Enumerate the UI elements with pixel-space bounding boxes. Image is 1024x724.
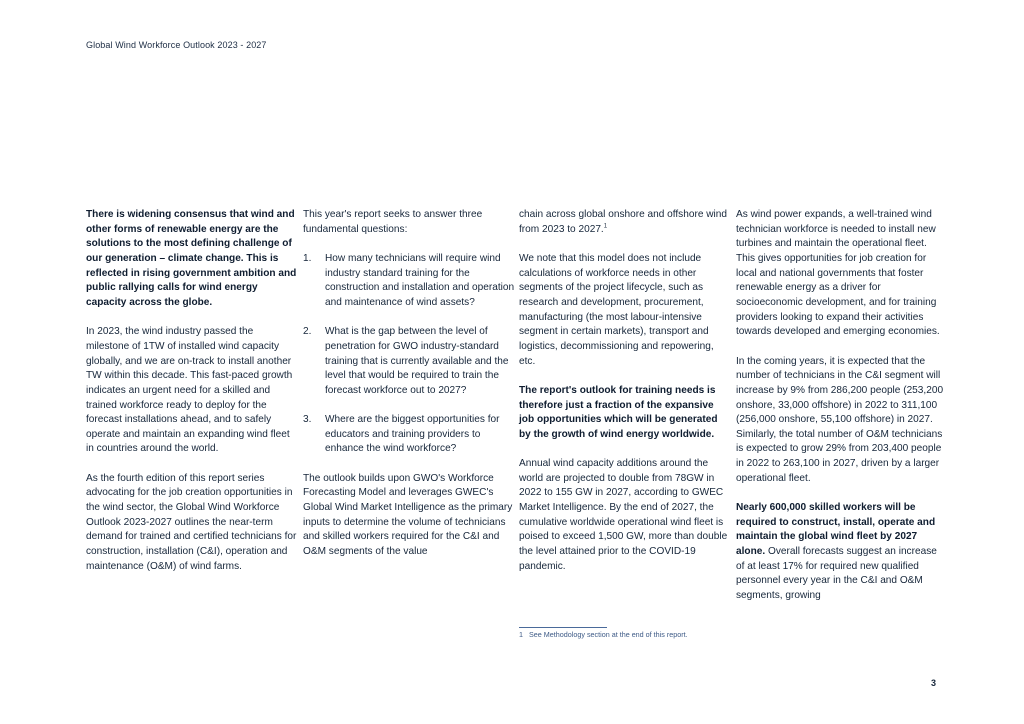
question-item: [303, 325, 515, 398]
intro-bold-paragraph: There is widening consensus that wind and other forms of renewable energy are the solutions to the most defining challenge of our generation – climate change. This is reflected in rising government ambition and public rallying calls for wind energy capacity across the globe.: [86, 209, 297, 308]
questions-intro: This year's report seeks to answer three fundamental questions:: [303, 209, 483, 235]
text-column-1: [86, 208, 298, 589]
paragraph-milestone: In 2023, the wind industry passed the milestone of 1TW of installed wind capacity globally, and we are on-track to install another TW within this decade. This fast-paced growth indicates an urgent need for a skilled and trained workforce ready to deploy for the forecast installations ahead, and to safely operate and maintain an expanding wind fleet in countries around the world.: [86, 326, 293, 455]
question-number: 3.: [303, 414, 312, 426]
footnote-reference: 1: [603, 223, 608, 230]
question-text: How many technicians will require wind industry standard training for the construction and installation and operation and maintenance of wind assets?: [325, 252, 515, 308]
text-column-3: [519, 208, 731, 589]
skilled-workers-bold: Nearly 600,000 skilled workers will be required to construct, install, operate and maintain the global wind fleet by 2027 alone.: [736, 502, 936, 558]
paragraph-wind-power-expands: As wind power expands, a well-trained wind technician workforce is needed to install new turbines and maintain the operational fleet. This gives opportunities for job creation for local and national governments that foster renewable energy as a driver for socioeconomic development, and for training providers looking to expand their activities towards developed and emerging economies.: [736, 209, 940, 338]
paragraph-training-fraction: The report's outlook for training needs is therefore just a fraction of the expansive job opportunities which will be generated by the growth of wind energy worldwide.: [519, 384, 718, 440]
paragraph-capacity-additions: Annual wind capacity additions around the world are projected to double from 78GW in 2022 to 155 GW in 2027, according to GWEC Market Intelligence. By the end of 2027, the cumulative worldwide operational wind fleet is poised to exceed 1,500 GW, more than double the level attained prior to the COVID-19 pandemic.: [519, 458, 728, 572]
question-text: Where are the biggest opportunities for educators and training providers to enhance the wind workforce?: [325, 414, 500, 455]
questions-list: [303, 252, 515, 457]
paragraph-skilled-workers: [736, 501, 948, 604]
footnote-number: 1: [519, 630, 523, 639]
paragraph-value-chain: [519, 208, 731, 237]
document-running-header: Global Wind Workforce Outlook 2023 - 2027: [86, 40, 267, 50]
page-number: 3: [931, 678, 937, 688]
question-item: [303, 413, 515, 457]
value-chain-text: chain across global onshore and offshore wind from 2023 to 2027.: [519, 209, 727, 235]
question-number: 1.: [303, 252, 312, 264]
paragraph-fourth-edition: As the fourth edition of this report series advocating for the job creation opportunities in the wind sector, the Global Wind Workforce Outlook 2023-2027 outlines the near-term demand for trained and certified technicians for construction, installation (C&I), operation and maintenance (O&M) of wind farms.: [86, 472, 297, 572]
text-column-4: [736, 208, 948, 618]
text-column-2: [303, 208, 515, 574]
paragraph-outlook-builds: The outlook builds upon GWO's Workforce Forecasting Model and leverages GWEC's Global Wind Market Intelligence as the primary inputs to determine the volume of technicians and skilled workers required for the C&I and O&M segments of the value: [303, 472, 513, 558]
footnote: [519, 630, 688, 639]
question-text: What is the gap between the level of penetration for GWO industry-standard training that is currently available and the level that would be required to train the forecast workforce out to 2027?: [325, 326, 509, 396]
footnote-divider: [519, 627, 607, 628]
skilled-workers-rest: Overall forecasts suggest an increase of at least 17% for required new qualified personnel every year in the C&I and O&M segments, growing: [736, 546, 937, 602]
paragraph-model-note: We note that this model does not include calculations of workforce needs in other segments of the project lifecycle, such as research and development, procurement, manufacturing (the most labour-intensive segment in certain markets), transport and logistics, decommissioning and repowering, etc.: [519, 252, 714, 367]
paragraph-technician-growth: In the coming years, it is expected that the number of technicians in the C&I segment will increase by 9% from 286,200 people (253,200 onshore, 33,000 offshore) in 2022 to 311,100 (256,000 onshore, 55,100 offshore) in 2027. Similarly, the total number of O&M technicians is expected to grow 29% from 203,400 people in 2022 to 263,100 in 2027, driven by a larger operational fleet.: [736, 355, 944, 484]
question-item: [303, 252, 515, 311]
footnote-text: See Methodology section at the end of this report.: [529, 630, 688, 639]
question-number: 2.: [303, 326, 312, 338]
